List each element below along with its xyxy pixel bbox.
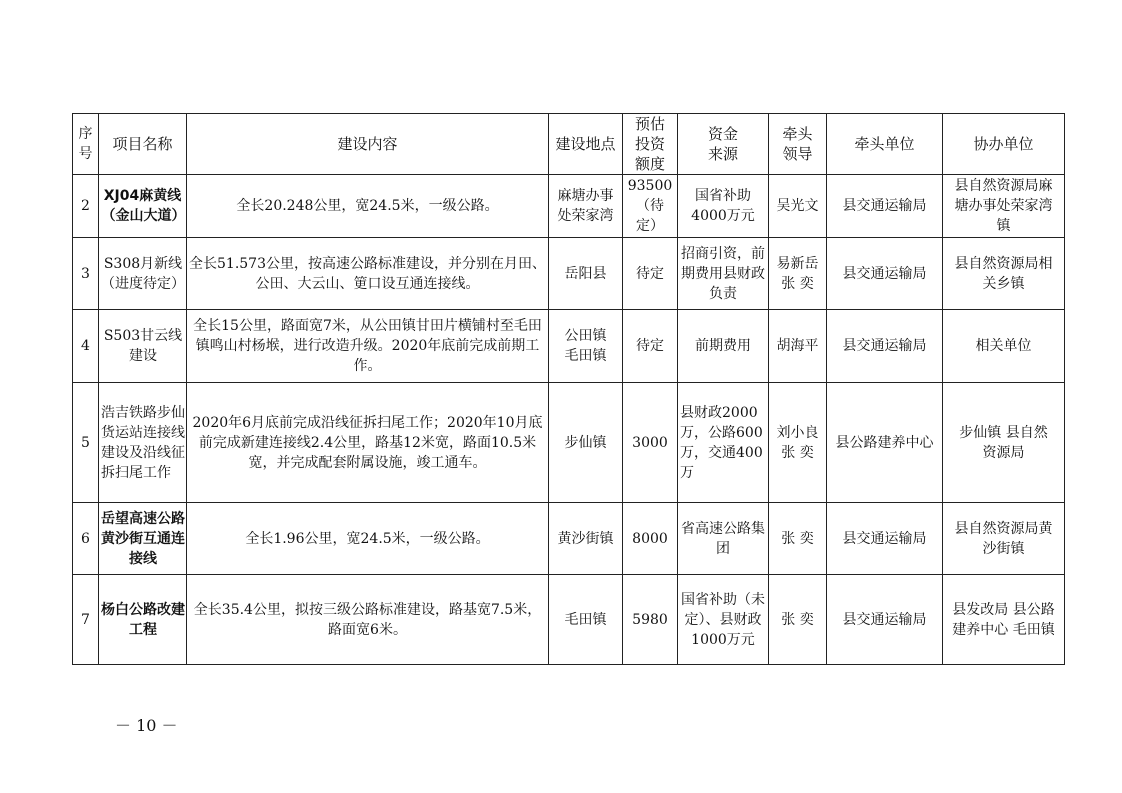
row-name: S308月新线（进度待定） xyxy=(99,238,187,310)
row-investment: 待定 xyxy=(623,310,678,383)
header-co-unit: 协办单位 xyxy=(943,114,1065,175)
row-location: 步仙镇 xyxy=(549,383,623,503)
row-lead-unit: 县公路建养中心 xyxy=(827,383,943,503)
row-investment: 3000 xyxy=(623,383,678,503)
row-leader: 吴光文 xyxy=(769,175,827,238)
row-co-unit: 县发改局 县公路建养中心 毛田镇 xyxy=(943,575,1065,665)
header-leader: 牵头领导 xyxy=(769,114,827,175)
table-row xyxy=(73,175,1065,238)
row-no: 6 xyxy=(73,503,99,575)
row-content: 全长20.248公里，宽24.5米，一级公路。 xyxy=(187,175,549,238)
row-name: 浩吉铁路步仙货运站连接线建设及沿线征拆扫尾工作 xyxy=(99,383,187,503)
project-table xyxy=(72,113,1065,665)
row-funding: 国省补助4000万元 xyxy=(678,175,769,238)
row-content: 2020年6月底前完成沿线征拆扫尾工作；2020年10月底前完成新建连接线2.4公里，路基12米宽，路面10.5米宽，并完成配套附属设施，竣工通车。 xyxy=(187,383,549,503)
row-name: 岳望高速公路黄沙街互通连接线 xyxy=(99,503,187,575)
row-name: 杨白公路改建 工程 xyxy=(99,575,187,665)
row-name: XJ04麻黄线（金山大道） xyxy=(99,175,187,238)
row-lead-unit: 县交通运输局 xyxy=(827,310,943,383)
row-lead-unit: 县交通运输局 xyxy=(827,503,943,575)
row-funding: 省高速公路集团 xyxy=(678,503,769,575)
row-content: 全长15公里，路面宽7米，从公田镇甘田片横铺村至毛田镇鸣山村杨堠，进行改造升级。2020年底前完成前期工作。 xyxy=(187,310,549,383)
row-no: 2 xyxy=(73,175,99,238)
table-row xyxy=(73,383,1065,503)
row-lead-unit: 县交通运输局 xyxy=(827,575,943,665)
header-investment: 预估投资额度 xyxy=(623,114,678,175)
row-location: 毛田镇 xyxy=(549,575,623,665)
row-co-unit: 相关单位 xyxy=(943,310,1065,383)
row-funding: 招商引资，前期费用县财政负责 xyxy=(678,238,769,310)
row-investment: 5980 xyxy=(623,575,678,665)
row-funding: 前期费用 xyxy=(678,310,769,383)
row-no: 3 xyxy=(73,238,99,310)
row-investment: 待定 xyxy=(623,238,678,310)
header-funding: 资金来源 xyxy=(678,114,769,175)
row-investment: 8000 xyxy=(623,503,678,575)
row-content: 全长1.96公里，宽24.5米，一级公路。 xyxy=(187,503,549,575)
row-funding: 国省补助（未定）、县财政1000万元 xyxy=(678,575,769,665)
row-co-unit: 步仙镇 县自然资源局 xyxy=(943,383,1065,503)
row-leader: 张 奕 xyxy=(769,575,827,665)
header-name: 项目名称 xyxy=(99,114,187,175)
row-co-unit: 县自然资源局相关乡镇 xyxy=(943,238,1065,310)
table-row xyxy=(73,238,1065,310)
table-row xyxy=(73,575,1065,665)
row-no: 5 xyxy=(73,383,99,503)
row-co-unit: 县自然资源局黄沙街镇 xyxy=(943,503,1065,575)
header-no: 序号 xyxy=(73,114,99,175)
row-location: 公田镇毛田镇 xyxy=(549,310,623,383)
header-row xyxy=(73,114,1065,175)
row-no: 7 xyxy=(73,575,99,665)
row-leader: 易新岳 张 奕 xyxy=(769,238,827,310)
row-content: 全长35.4公里，拟按三级公路标准建设，路基宽7.5米，路面宽6米。 xyxy=(187,575,549,665)
row-location: 黄沙街镇 xyxy=(549,503,623,575)
row-name: S503甘云线建设 xyxy=(99,310,187,383)
table-row xyxy=(73,503,1065,575)
row-lead-unit: 县交通运输局 xyxy=(827,238,943,310)
table-row xyxy=(73,310,1065,383)
row-investment: 93500（待定） xyxy=(623,175,678,238)
row-leader: 胡海平 xyxy=(769,310,827,383)
row-location: 麻塘办事处荣家湾 xyxy=(549,175,623,238)
header-location: 建设地点 xyxy=(549,114,623,175)
row-funding: 县财政2000万，公路600万，交通400万 xyxy=(678,383,769,503)
row-content: 全长51.573公里，按高速公路标准建设，并分别在月田、公田、大云山、筻口设互通连接线。 xyxy=(187,238,549,310)
header-content: 建设内容 xyxy=(187,114,549,175)
row-leader: 张 奕 xyxy=(769,503,827,575)
page-number: － 10 － xyxy=(115,716,178,735)
row-co-unit: 县自然资源局麻塘办事处荣家湾镇 xyxy=(943,175,1065,238)
row-lead-unit: 县交通运输局 xyxy=(827,175,943,238)
row-no: 4 xyxy=(73,310,99,383)
row-leader: 刘小良 张 奕 xyxy=(769,383,827,503)
row-location: 岳阳县 xyxy=(549,238,623,310)
header-lead-unit: 牵头单位 xyxy=(827,114,943,175)
